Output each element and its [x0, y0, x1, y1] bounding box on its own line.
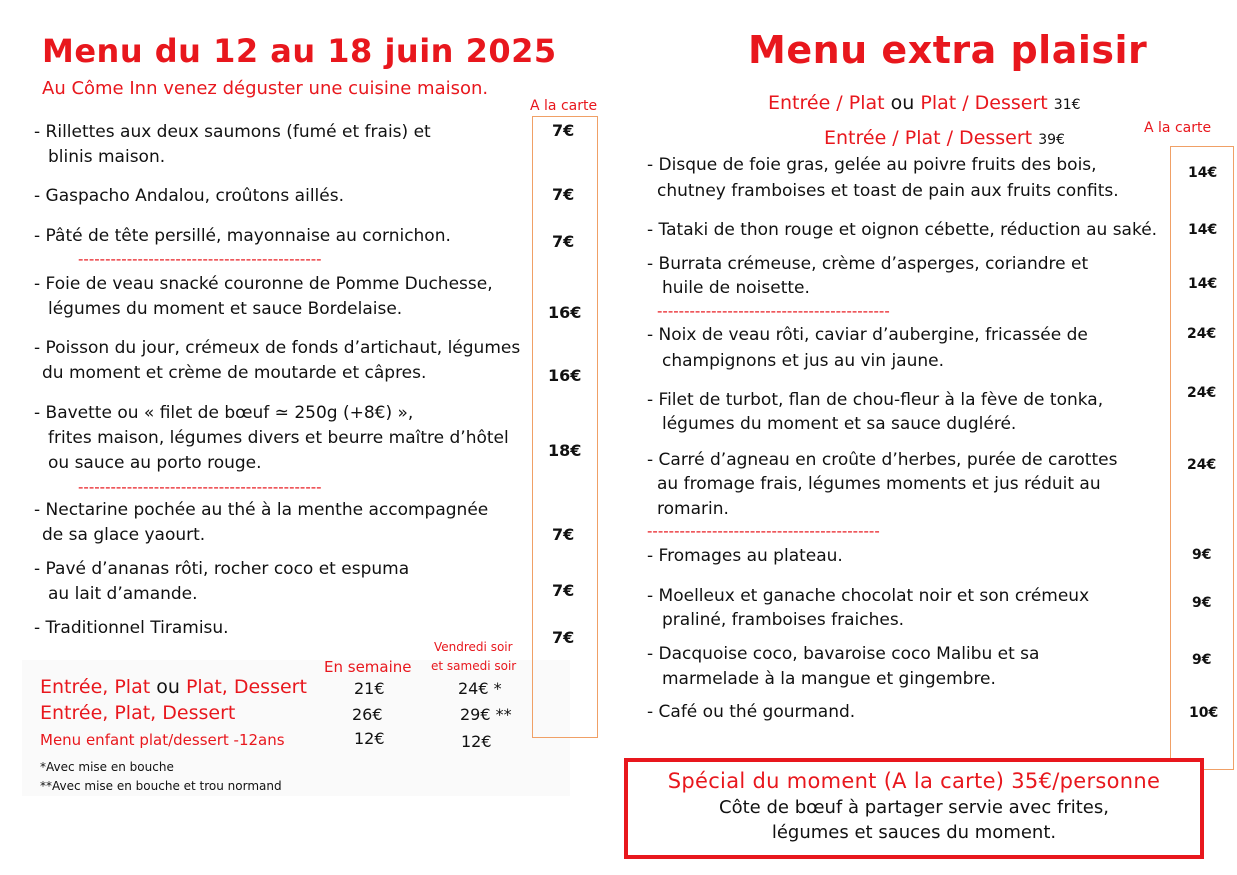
right-item-2-price: 14€: [1188, 222, 1218, 238]
right-item-6-line-3: romarin.: [657, 499, 729, 519]
formula-row-3: Menu enfant plat/dessert -12ans: [40, 731, 285, 749]
right-item-10-line-1: - Café ou thé gourmand.: [647, 702, 856, 722]
right-item-10-price: 10€: [1189, 705, 1219, 721]
right-item-4-line-2: champignons et jus au vin jaune.: [662, 351, 945, 371]
footnote-2: **Avec mise en bouche et trou normand: [40, 779, 282, 793]
left-item-6-line-1: - Bavette ou « filet de bœuf ≃ 250g (+8€) »,: [34, 403, 414, 423]
left-item-7-line-1: - Nectarine pochée au thé à la menthe accompagnée: [34, 500, 489, 520]
right-formula-2: [824, 127, 1065, 149]
left-item-3-line-1: - Pâté de tête persillé, mayonnaise au cornichon.: [34, 226, 451, 246]
formula-row-1-a: Entrée, Plat: [40, 676, 151, 698]
right-a-la-carte-label: A la carte: [1144, 120, 1212, 136]
right-item-9-line-1: - Dacquoise coco, bavaroise coco Malibu et sa: [647, 644, 1040, 664]
special-line-2: légumes et sauces du moment.: [771, 822, 1057, 843]
left-item-5-line-2: du moment et crème de moutarde et câpres.: [42, 363, 427, 383]
left-a-la-carte-label: A la carte: [530, 98, 598, 114]
right-item-5-price: 24€: [1187, 385, 1217, 401]
left-separator-1: ---------------------------------------------: [78, 250, 322, 268]
formula-row-3-week-price: 12€: [354, 729, 385, 748]
left-item-6-price: 18€: [548, 441, 582, 460]
formula-row-1: [40, 676, 307, 698]
right-separator-2: -------------------------------------------: [647, 522, 880, 540]
right-item-4-price: 24€: [1187, 326, 1217, 342]
formula-row-2-weekend-price: 29€ **: [460, 705, 512, 724]
right-item-9-price: 9€: [1192, 652, 1212, 668]
left-item-5-price: 16€: [548, 366, 582, 385]
left-menu-subtitle: Au Côme Inn venez déguster une cuisine maison.: [42, 78, 489, 99]
right-item-3-price: 14€: [1188, 276, 1218, 292]
right-item-9-line-2: marmelade à la mangue et gingembre.: [662, 669, 996, 689]
formula-row-2-week-price: 26€: [352, 705, 383, 724]
left-item-4-line-2: légumes du moment et sauce Bordelaise.: [48, 299, 403, 319]
right-formula-1-price: 31€: [1053, 97, 1081, 113]
right-formula-1: [768, 92, 1081, 114]
left-item-9-price: 7€: [552, 628, 575, 647]
left-item-6-line-2: frites maison, légumes divers et beurre maître d’hôtel: [48, 428, 509, 448]
right-item-2-line-1: - Tataki de thon rouge et oignon cébette, réduction au saké.: [647, 220, 1158, 240]
left-item-7-line-2: de sa glace yaourt.: [42, 525, 206, 545]
right-item-6-line-1: - Carré d’agneau en croûte d’herbes, purée de carottes: [647, 450, 1118, 470]
right-item-4-line-1: - Noix de veau rôti, caviar d’aubergine, fricassée de: [647, 325, 1088, 345]
left-menu-title: Menu du 12 au 18 juin 2025: [42, 32, 557, 70]
right-formula-1-b: Plat / Dessert: [920, 92, 1048, 114]
left-item-2-line-1: - Gaspacho Andalou, croûtons aillés.: [34, 186, 344, 206]
right-item-3-line-2: huile de noisette.: [662, 278, 810, 298]
right-item-8-price: 9€: [1192, 595, 1212, 611]
formula-row-1-week-price: 21€: [354, 679, 385, 698]
right-item-1-line-1: - Disque de foie gras, gelée au poivre fruits des bois,: [647, 155, 1097, 175]
left-item-7-price: 7€: [552, 525, 575, 544]
left-item-1-price: 7€: [552, 121, 575, 140]
formula-row-1-or: ou: [156, 676, 180, 698]
right-formula-1-a: Entrée / Plat: [768, 92, 885, 114]
col-weekday-label: En semaine: [324, 658, 412, 676]
left-item-1-line-1: - Rillettes aux deux saumons (fumé et frais) et: [34, 122, 431, 142]
footnote-1: *Avec mise en bouche: [40, 760, 174, 774]
right-item-7-line-1: - Fromages au plateau.: [647, 546, 843, 566]
left-item-8-price: 7€: [552, 581, 575, 600]
left-separator-2: ---------------------------------------------: [78, 478, 322, 496]
formula-row-2: Entrée, Plat, Dessert: [40, 702, 236, 724]
right-item-6-line-2: au fromage frais, légumes moments et jus réduit au: [657, 474, 1101, 494]
right-item-1-price: 14€: [1188, 165, 1218, 181]
left-item-8-line-2: au lait d’amande.: [48, 584, 198, 604]
left-item-4-line-1: - Foie de veau snacké couronne de Pomme Duchesse,: [34, 274, 493, 294]
left-item-2-price: 7€: [552, 185, 575, 204]
left-item-1-line-2: blinis maison.: [48, 147, 166, 167]
right-item-5-line-2: légumes du moment et sa sauce dugléré.: [662, 414, 1017, 434]
formula-row-3-weekend-price: 12€: [461, 732, 492, 751]
col-weekend-label-1: Vendredi soir: [434, 640, 513, 654]
right-item-6-price: 24€: [1187, 457, 1217, 473]
right-separator-1: -------------------------------------------: [657, 302, 890, 320]
right-item-7-price: 9€: [1192, 547, 1212, 563]
right-item-8-line-2: praliné, framboises fraiches.: [662, 610, 905, 630]
right-item-8-line-1: - Moelleux et ganache chocolat noir et son crémeux: [647, 586, 1090, 606]
right-formula-2-price: 39€: [1038, 132, 1065, 148]
left-item-5-line-1: - Poisson du jour, crémeux de fonds d’artichaut, légumes: [34, 338, 521, 358]
special-box: [624, 758, 1204, 859]
special-title: Spécial du moment (A la carte) 35€/personne: [667, 769, 1161, 793]
formula-row-1-b: Plat, Dessert: [185, 676, 307, 698]
right-item-1-line-2: chutney framboises et toast de pain aux fruits confits.: [657, 181, 1119, 201]
right-menu-title: Menu extra plaisir: [748, 28, 1148, 72]
right-formula-2-label: Entrée / Plat / Dessert: [824, 127, 1033, 149]
left-item-6-line-3: ou sauce au porto rouge.: [48, 453, 262, 473]
special-line-1: Côte de bœuf à partager servie avec frites,: [719, 797, 1109, 818]
right-formula-1-or: ou: [890, 92, 915, 114]
col-weekend-label-2: et samedi soir: [431, 659, 517, 673]
left-item-4-price: 16€: [548, 303, 582, 322]
left-item-8-line-1: - Pavé d’ananas rôti, rocher coco et espuma: [34, 559, 410, 579]
left-item-3-price: 7€: [552, 232, 575, 251]
left-item-9-line-1: - Traditionnel Tiramisu.: [34, 618, 229, 638]
right-item-3-line-1: - Burrata crémeuse, crème d’asperges, coriandre et: [647, 254, 1089, 274]
right-item-5-line-1: - Filet de turbot, flan de chou-fleur à la fève de tonka,: [647, 390, 1104, 410]
formula-row-1-weekend-price: 24€ *: [458, 679, 502, 698]
